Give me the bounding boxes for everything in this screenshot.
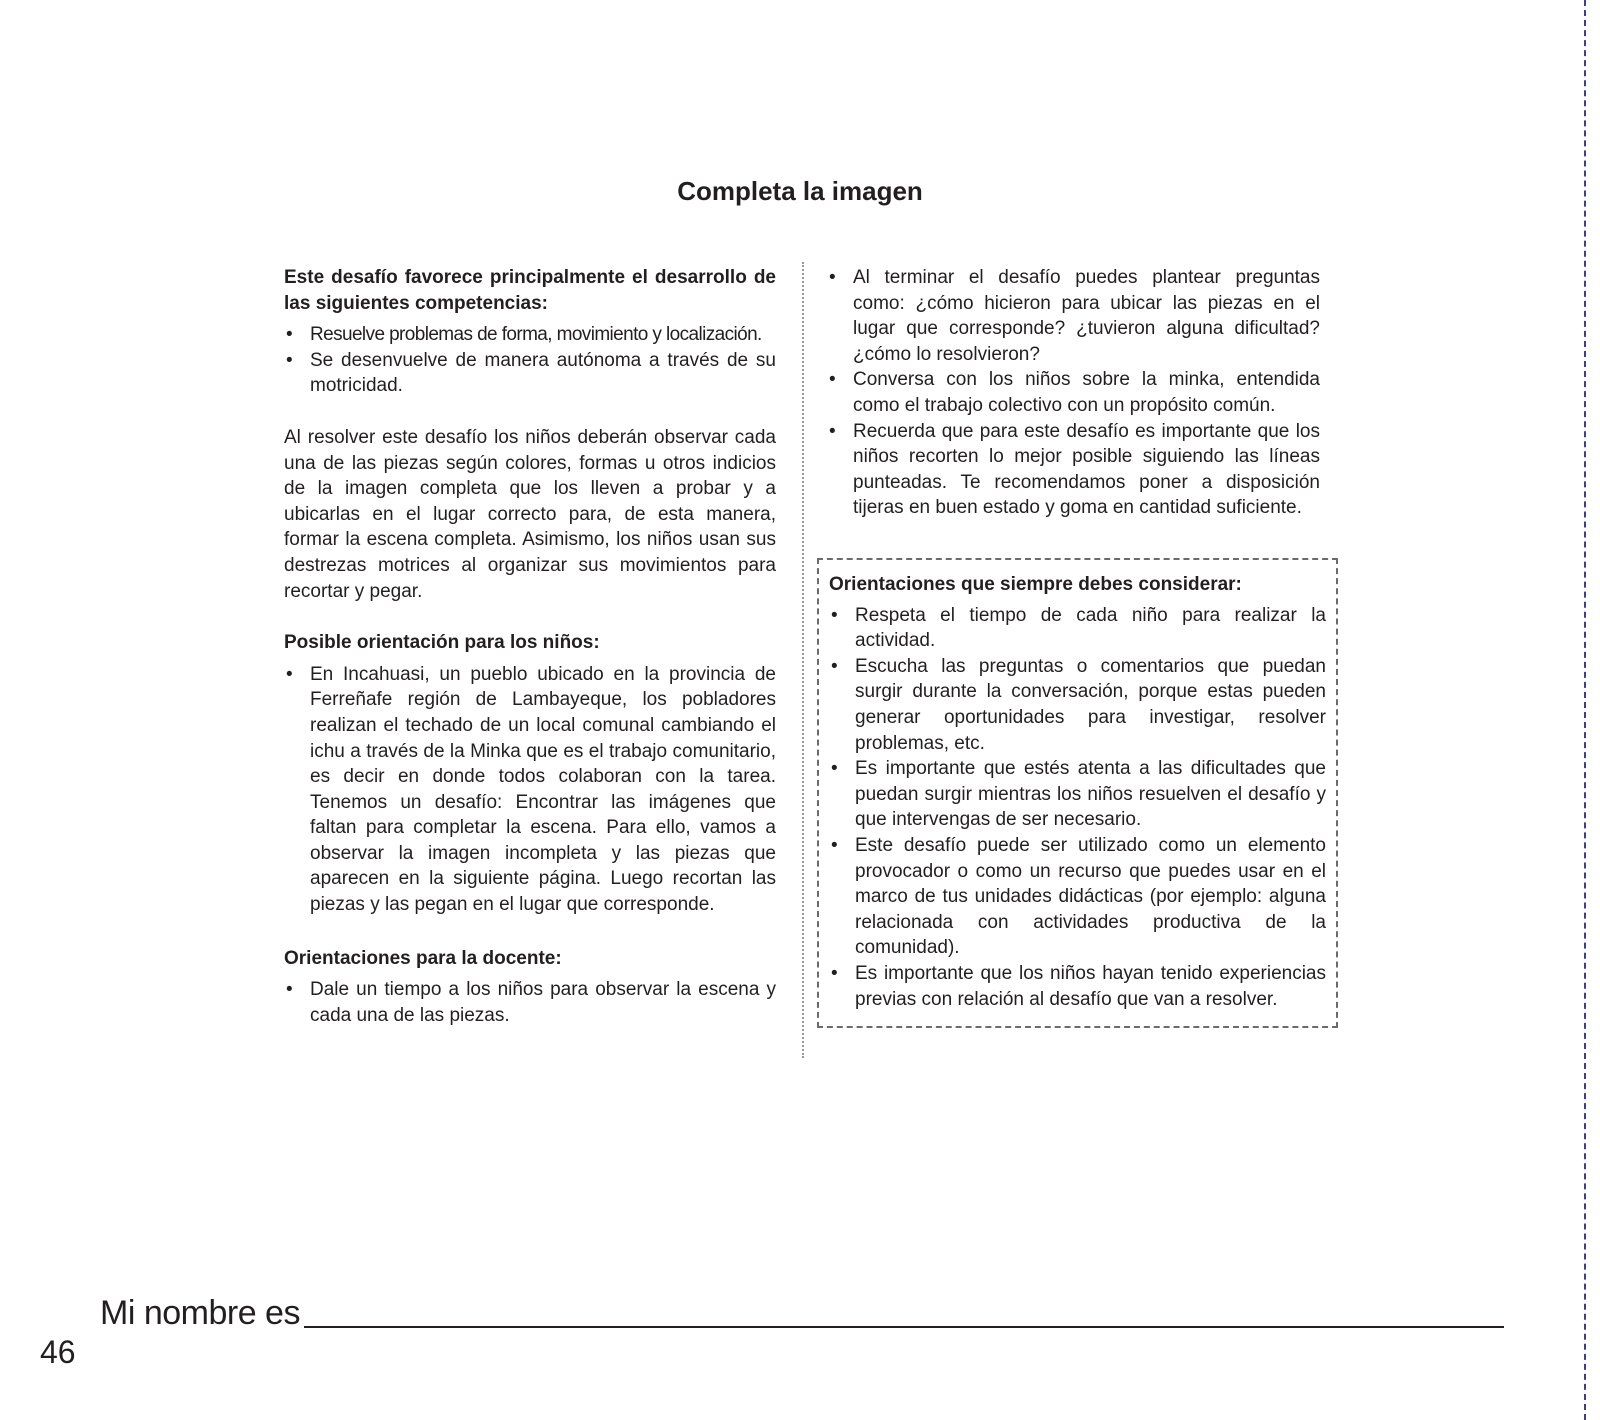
list-item: • Recuerda que para este desafío es importante que los niños recorten lo mejor posible siguiendo las líneas punteadas. Te recomendamos poner a disposición tijeras en buen estado y goma en cantidad suficiente. [827, 419, 1320, 521]
list-item: • Resuelve problemas de forma, movimiento y localización. [284, 322, 776, 348]
list-item: • Es importante que estés atenta a las dificultades que puedan surgir mientras los niños resuelven el desafío y que intervengas de ser necesario. [829, 756, 1326, 833]
right-list [827, 265, 1320, 521]
list-item: • Es importante que los niños hayan tenido experiencias previas con relación al desafío que van a resolver. [829, 961, 1326, 1012]
name-line [304, 1326, 1504, 1328]
page-title: Completa la imagen [677, 176, 923, 206]
cut-guide-line [1584, 0, 1586, 1420]
orientacion-ninos-heading: Posible orientación para los niños: [284, 632, 600, 654]
box-heading: Orientaciones que siempre debes considerar: [829, 574, 1242, 595]
left-column [284, 265, 776, 1028]
list-item: • Respeta el tiempo de cada niño para realizar la actividad. [829, 603, 1326, 654]
page-number: 46 [40, 1334, 76, 1370]
column-divider [802, 262, 804, 1058]
orientaciones-docente-heading: Orientaciones para la docente: [284, 947, 562, 969]
name-label: Mi nombre es [100, 1294, 300, 1332]
list-item: • Se desenvuelve de manera autónoma a través de su motricidad. [284, 348, 776, 399]
list-item: • En Incahuasi, un pueblo ubicado en la provincia de Ferreñafe región de Lambayeque, los pobladores realizan el techado de un local comunal cambiando el ichu a través de la Minka que es el trabajo comunitario, es decir en donde todos colaboran con la tarea. Tenemos un desafío: Encontrar las imágenes que faltan para completar la escena. Para ello, vamos a observar la imagen incompleta y las piezas que aparecen en la siguiente página. Luego recortan las piezas y las pegan en el lugar que corresponde. [284, 662, 776, 918]
box-list [829, 603, 1326, 1013]
orientaciones-docente-list [284, 977, 776, 1028]
orientacion-ninos-list [284, 662, 776, 918]
list-item: • Conversa con los niños sobre la minka, entendida como el trabajo colectivo con un propósito común. [827, 367, 1320, 418]
orientaciones-box [817, 558, 1338, 1028]
list-item: • Este desafío puede ser utilizado como un elemento provocador o como un recurso que puedes usar en el marco de tus unidades didácticas (por ejemplo: alguna relacionada con actividades productiva de la comunidad). [829, 833, 1326, 961]
list-item: • Al terminar el desafío puedes plantear preguntas como: ¿cómo hicieron para ubicar las piezas en el lugar que corresponde? ¿tuvieron alguna dificultad? ¿cómo lo resolvieron? [827, 265, 1320, 367]
right-column [827, 265, 1320, 521]
list-item: • Escucha las preguntas o comentarios que puedan surgir durante la conversación, porque estas pueden generar oportunidades para investigar, resolver problemas, etc. [829, 654, 1326, 756]
competencias-heading: Este desafío favorece principalmente el desarrollo de las siguientes competencias: [284, 267, 776, 314]
list-item: • Dale un tiempo a los niños para observar la escena y cada una de las piezas. [284, 977, 776, 1028]
intro-paragraph: Al resolver este desafío los niños deberán observar cada una de las piezas según colores, formas u otros indicios de la imagen completa que los lleven a probar y a ubicarlas en el lugar correcto para, de esta manera, formar la escena completa. Asimismo, los niños usan sus destrezas motrices al organizar sus movimientos para recortar y pegar. [284, 426, 776, 602]
competencias-list [284, 322, 776, 399]
